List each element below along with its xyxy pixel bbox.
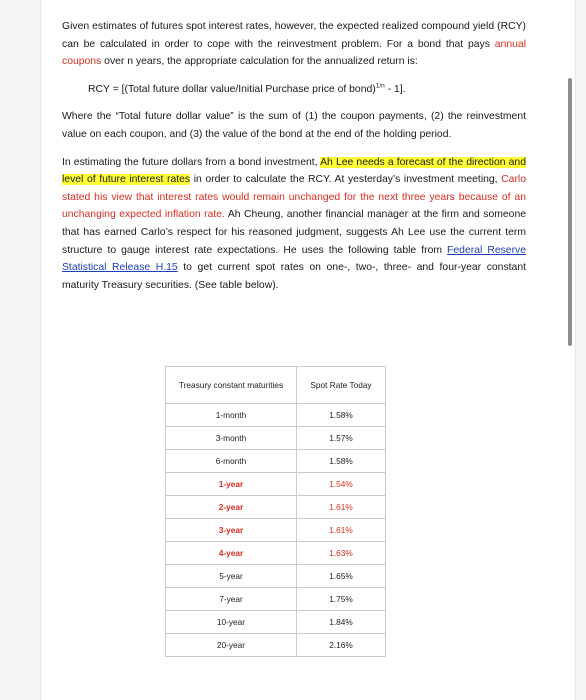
spot-rate-table: [165, 366, 386, 657]
document-page: [40, 0, 576, 700]
para3-text-1: In estimating the future dollars from a bond investment,: [62, 156, 321, 168]
para3-text-5: Ah Cheung, another financial manager at the firm and someone that has earned Carlo’s respect for his reasoned judgment, suggests Ah Lee use the current term structure to gauge interest rate expectations. He uses the following table from: [62, 209, 527, 256]
table-row: [166, 404, 386, 427]
table-row: [166, 450, 386, 473]
rate-cell: 1.63%: [297, 542, 386, 565]
maturity-cell: 10-year: [166, 611, 297, 634]
para1-text-1: Given estimates of futures spot interest rates, however, the expected realized compound yield (RCY) can be calculated in order to cope with the reinvestment problem. For a bond that pays: [62, 21, 526, 50]
table-row-highlighted: [166, 519, 386, 542]
para1-text-3: over n years, the appropriate calculation for the annualized return is:: [101, 56, 418, 68]
formula-exponent: 1/n: [375, 82, 385, 90]
rate-cell: 1.65%: [297, 565, 386, 588]
maturity-cell: 1-year: [166, 473, 297, 496]
table-row-highlighted: [166, 542, 386, 565]
maturity-cell: 3-year: [166, 519, 297, 542]
rate-cell: 1.54%: [297, 473, 386, 496]
table-row: [166, 611, 386, 634]
table-row: [166, 427, 386, 450]
para3-text-7: to get current spot rates on one-, two-, three- and four-year constant maturity Treasury securities. (See table below).: [62, 262, 526, 291]
table-row-highlighted: [166, 496, 386, 519]
rate-cell: 2.16%: [297, 634, 386, 657]
para3-red-carlo-view: Carlo stated his view that interest rates would remain unchanged for the next three years because of an unchanging expected inflation rate.: [62, 174, 526, 221]
maturity-cell: 7-year: [166, 588, 297, 611]
maturity-cell: 3-month: [166, 427, 297, 450]
para1-red-annual-coupons: annual coupons: [62, 38, 526, 68]
table-row-highlighted: [166, 473, 386, 496]
rate-cell: 1.57%: [297, 427, 386, 450]
table-header-row: [166, 367, 386, 404]
para3-text-3: in order to calculate the RCY. At yesterday’s investment meeting,: [190, 174, 502, 186]
rate-cell: 1.58%: [297, 450, 386, 473]
table-row: [166, 588, 386, 611]
maturity-cell: 5-year: [166, 565, 297, 588]
rate-cell: 1.61%: [297, 519, 386, 542]
rate-cell: 1.61%: [297, 496, 386, 519]
document-body: [62, 18, 526, 304]
formula-tail: - 1].: [384, 83, 406, 95]
federal-reserve-link[interactable]: Federal Reserve Statistical Release H.15: [62, 244, 527, 274]
maturity-cell: 6-month: [166, 450, 297, 473]
rate-cell: 1.84%: [297, 611, 386, 634]
maturity-cell: 20-year: [166, 634, 297, 657]
table-row: [166, 565, 386, 588]
maturity-cell: 4-year: [166, 542, 297, 565]
formula-main: RCY = [(Total future dollar value/Initial Purchase price of bond): [88, 83, 376, 95]
paragraph-forecast: [62, 154, 526, 295]
para3-highlighted-forecast: Ah Lee needs a forecast of the direction and level of future interest rates: [62, 156, 526, 186]
rate-cell: 1.75%: [297, 588, 386, 611]
rate-cell: 1.58%: [297, 404, 386, 427]
maturity-cell: 2-year: [166, 496, 297, 519]
header-spot-rate-today: Spot Rate Today: [297, 367, 386, 404]
vertical-scrollbar[interactable]: [568, 78, 572, 346]
viewer-left-margin: [0, 0, 40, 700]
rcy-formula: [88, 81, 526, 99]
paragraph-total-future-value: Where the “Total future dollar value” is the sum of (1) the coupon payments, (2) the reinvestment value on each coupon, and (3) the value of the bond at the end of the holding period.: [62, 111, 526, 140]
maturity-cell: 1-month: [166, 404, 297, 427]
table-row: [166, 634, 386, 657]
paragraph-rcy-intro: [62, 18, 526, 71]
header-treasury-maturities: Treasury constant maturities: [166, 367, 297, 404]
